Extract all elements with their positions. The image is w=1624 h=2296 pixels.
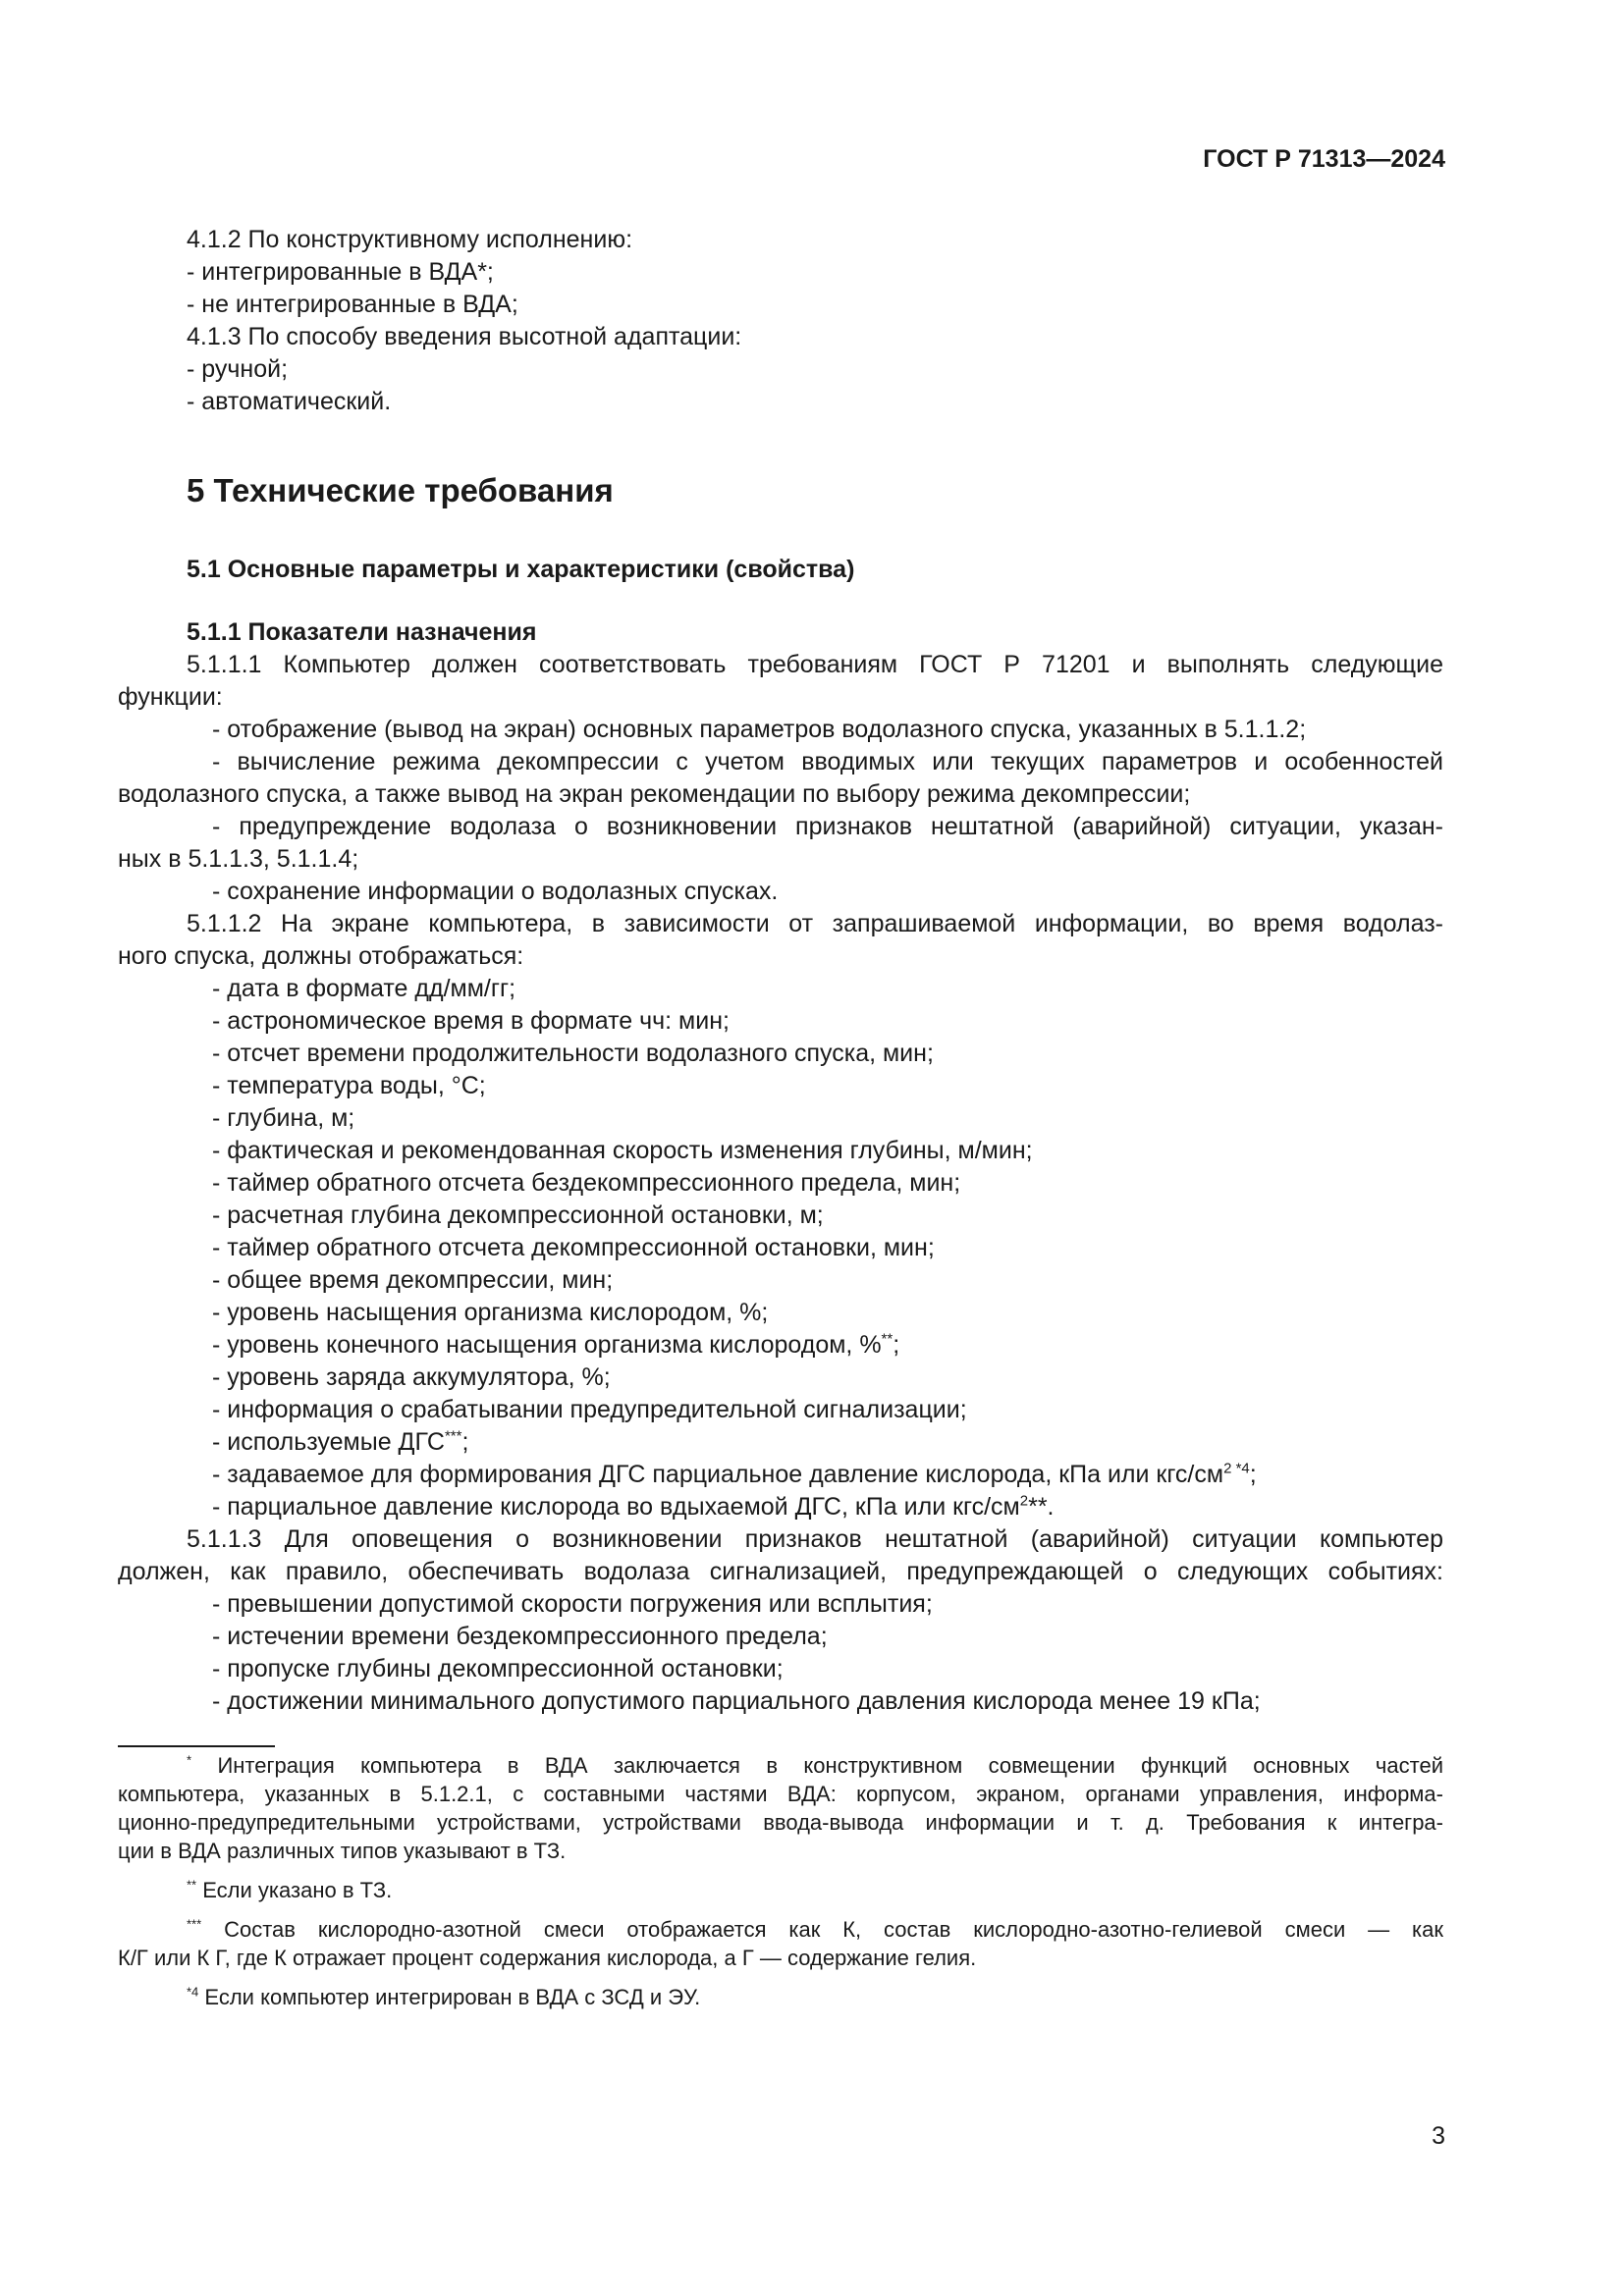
alarm-events-list	[118, 1588, 1443, 1718]
list-item: - глубина, м;	[212, 1104, 355, 1132]
footnotes	[118, 1751, 1443, 2011]
footnote-ref: ***	[444, 1427, 462, 1445]
list-item-continuation: водолазного спуска, а также вывод на экран рекомендации по выбору режима декомпрессии;	[118, 780, 1191, 808]
page-content	[118, 224, 1443, 2022]
footnote: * Интеграция компьютера в ВДА заключается в конструктивном совмещении функций основных частей компьютера, указанных в 5.1.2.1, с составными частями ВДА: корпусом, экраном, органами управления, информа- ционно-предупредительными устройствами, устройствами ввода-вывода информации и т. д. Требования к интегра- ции в ВДА различных типов указывают в ТЗ.	[118, 1752, 1443, 1863]
footnote: ** Если указано в ТЗ.	[187, 1877, 393, 1902]
clause-5-1-1-3-line: должен, как правило, обеспечивать водолаза сигнализацией, предупреждающей о следующих событиях:	[118, 1558, 1443, 1585]
document-header-code: ГОСТ Р 71313—2024	[1203, 145, 1445, 173]
list-item: - таймер обратного отсчета декомпрессионной остановки, мин;	[212, 1234, 935, 1261]
section-title: 5 Технические требования	[187, 472, 614, 508]
clause-5-1-1-2-line: ного спуска, должны отображаться:	[118, 942, 524, 970]
list-item: - расчетная глубина декомпрессионной остановки, м;	[212, 1201, 824, 1229]
clause-4-1-2: 4.1.2 По конструктивному исполнению:	[187, 226, 633, 253]
list-item: - температура воды, °С;	[212, 1072, 486, 1099]
footnote-mark: *	[187, 1752, 192, 1768]
list-item: - истечении времени бездекомпрессионного предела;	[212, 1623, 828, 1650]
list-item: - автоматический.	[187, 388, 392, 415]
list-item: - парциальное давление кислорода во вдыхаемой ДГС, кПа или кгс/$см^2**$.	[212, 1492, 1055, 1521]
list-item: - общее время декомпрессии, мин;	[212, 1266, 614, 1294]
page-number: 3	[1432, 2122, 1445, 2150]
footnote-ref: 2 *4	[1223, 1460, 1250, 1477]
list-item: - отображение (вывод на экран) основных параметров водолазного спуска, указанных в 5.1.1.2;	[212, 716, 1307, 743]
list-item: - достижении минимального допустимого парциального давления кислорода менее 19 кПа;	[212, 1687, 1261, 1715]
list-item: - уровень насыщения организма кислородом, %;	[212, 1299, 769, 1326]
display-parameters-list	[118, 973, 1443, 1523]
list-item: - уровень заряда аккумулятора, %;	[212, 1363, 611, 1391]
footnote-ref: 2	[1019, 1492, 1029, 1510]
footnote-mark: ***	[187, 1916, 202, 1932]
list-item: - вычисление режима декомпрессии с учетом вводимых или текущих параметров и особенностей	[212, 748, 1443, 775]
subsubsection-title: 5.1.1 Показатели назначения	[187, 618, 537, 646]
list-item: - уровень конечного насыщения организма кислородом, %**;	[212, 1330, 900, 1359]
list-item: - предупреждение водолаза о возникновении признаков нештатной (аварийной) ситуации, указан-	[212, 813, 1443, 840]
footnote: $^{*4}$ Если компьютер интегрирован в ВДА с ЗСД и ЭУ.	[187, 1984, 701, 2009]
footnote-ref: **	[881, 1330, 893, 1348]
footnote-mark: **	[187, 1877, 197, 1893]
clause-5-1-1-1-line: функции:	[118, 683, 223, 711]
list-item-continuation: ных в 5.1.1.3, 5.1.1.4;	[118, 845, 359, 873]
list-item: - фактическая и рекомендованная скорость изменения глубины, м/мин;	[212, 1137, 1033, 1164]
list-item: - отсчет времени продолжительности водолазного спуска, мин;	[212, 1040, 934, 1067]
list-item: - пропуске глубины декомпрессионной остановки;	[212, 1655, 784, 1682]
list-item: - дата в формате дд/мм/гг;	[212, 975, 516, 1002]
subsection-title: 5.1 Основные параметры и характеристики (свойства)	[187, 556, 855, 583]
list-item: - астрономическое время в формате чч: мин;	[212, 1007, 730, 1035]
classification-list	[118, 224, 1443, 418]
list-item: - информация о срабатывании предупредительной сигнализации;	[212, 1396, 967, 1423]
clause-5-1-1-1-line: 5.1.1.1 Компьютер должен соответствовать требованиям ГОСТ Р 71201 и выполнять следующие	[187, 651, 1443, 678]
clause-4-1-3: 4.1.3 По способу введения высотной адаптации:	[187, 323, 742, 350]
clause-5-1-1-2-line: 5.1.1.2 На экране компьютера, в зависимости от запрашиваемой информации, во время водолаз-	[187, 910, 1443, 937]
list-item: - ручной;	[187, 355, 289, 383]
list-item: - задаваемое для формирования ДГС парциальное давление кислорода, кПа или кгс/$см^{2 *4}$;	[212, 1460, 1257, 1488]
list-item: - таймер обратного отсчета бездекомпрессионного предела, мин;	[212, 1169, 961, 1197]
footnote-divider	[118, 1745, 275, 1747]
clause-5-1-1-3-line: 5.1.1.3 Для оповещения о возникновении признаков нештатной (аварийной) ситуации компьютер	[187, 1525, 1443, 1553]
list-item: - превышении допустимой скорости погружения или всплытия;	[212, 1590, 933, 1618]
footnote-mark: *4	[187, 1984, 199, 2000]
list-item: - интегрированные в ВДА*;	[187, 258, 494, 286]
footnote: *** Состав кислородно-азотной смеси отображается как К, состав кислородно-азотно-гелиевой смеси — как К/Г или К Г, где К отражает процент содержания кислорода, а Г — содержание гелия.	[118, 1916, 1443, 1970]
list-item: - используемые ДГС***;	[212, 1427, 469, 1456]
list-item: - сохранение информации о водолазных спусках.	[212, 878, 779, 905]
list-item: - не интегрированные в ВДА;	[187, 291, 518, 318]
